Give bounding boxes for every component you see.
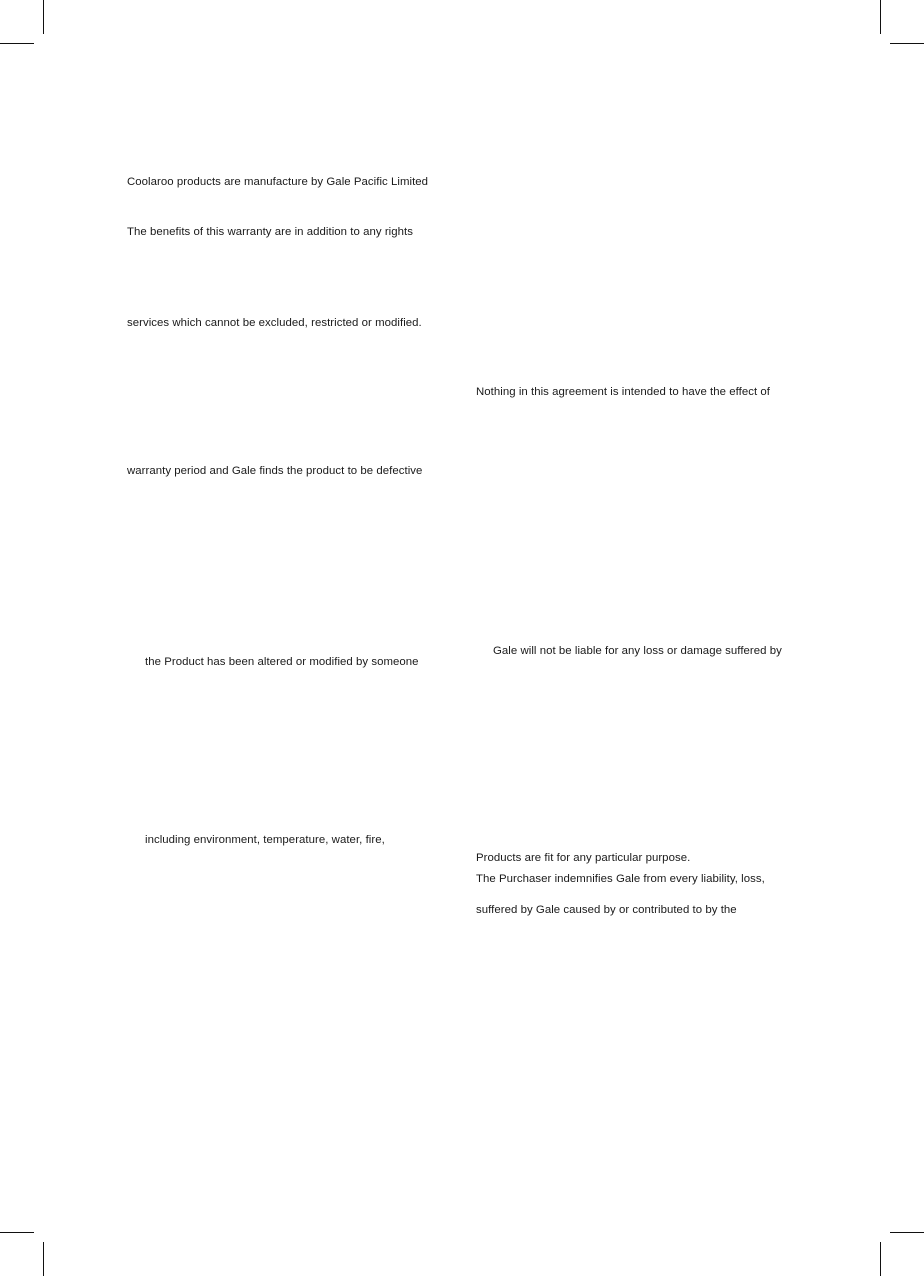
right-text-line-4: The Purchaser indemnifies Gale from every liability, loss, (476, 873, 765, 885)
crop-mark-bottom-right-horizontal (890, 1232, 924, 1233)
left-text-line-2: The benefits of this warranty are in addition to any rights (127, 226, 413, 238)
right-text-line-2: Gale will not be liable for any loss or damage suffered by (493, 645, 782, 657)
left-text-line-5: the Product has been altered or modified by someone (145, 656, 419, 668)
left-text-line-1: Coolaroo products are manufacture by Gale Pacific Limited (127, 176, 429, 188)
right-text-line-5: suffered by Gale caused by or contributed to by the (476, 904, 737, 916)
crop-mark-bottom-right-vertical (880, 1242, 881, 1276)
crop-mark-bottom-left-vertical (43, 1242, 44, 1276)
left-text-line-6: including environment, temperature, water, fire, (145, 834, 385, 846)
left-text-line-4: warranty period and Gale finds the product to be defective (127, 465, 423, 477)
right-text-line-3: Products are fit for any particular purpose. (476, 852, 691, 864)
crop-mark-top-right-vertical (880, 0, 881, 34)
right-text-line-1: Nothing in this agreement is intended to have the effect of (476, 386, 771, 398)
crop-mark-top-left-vertical (43, 0, 44, 34)
crop-mark-top-left-horizontal (0, 43, 34, 44)
crop-mark-top-right-horizontal (890, 43, 924, 44)
crop-mark-bottom-left-horizontal (0, 1232, 34, 1233)
left-text-line-3: services which cannot be excluded, restricted or modified. (127, 317, 422, 329)
